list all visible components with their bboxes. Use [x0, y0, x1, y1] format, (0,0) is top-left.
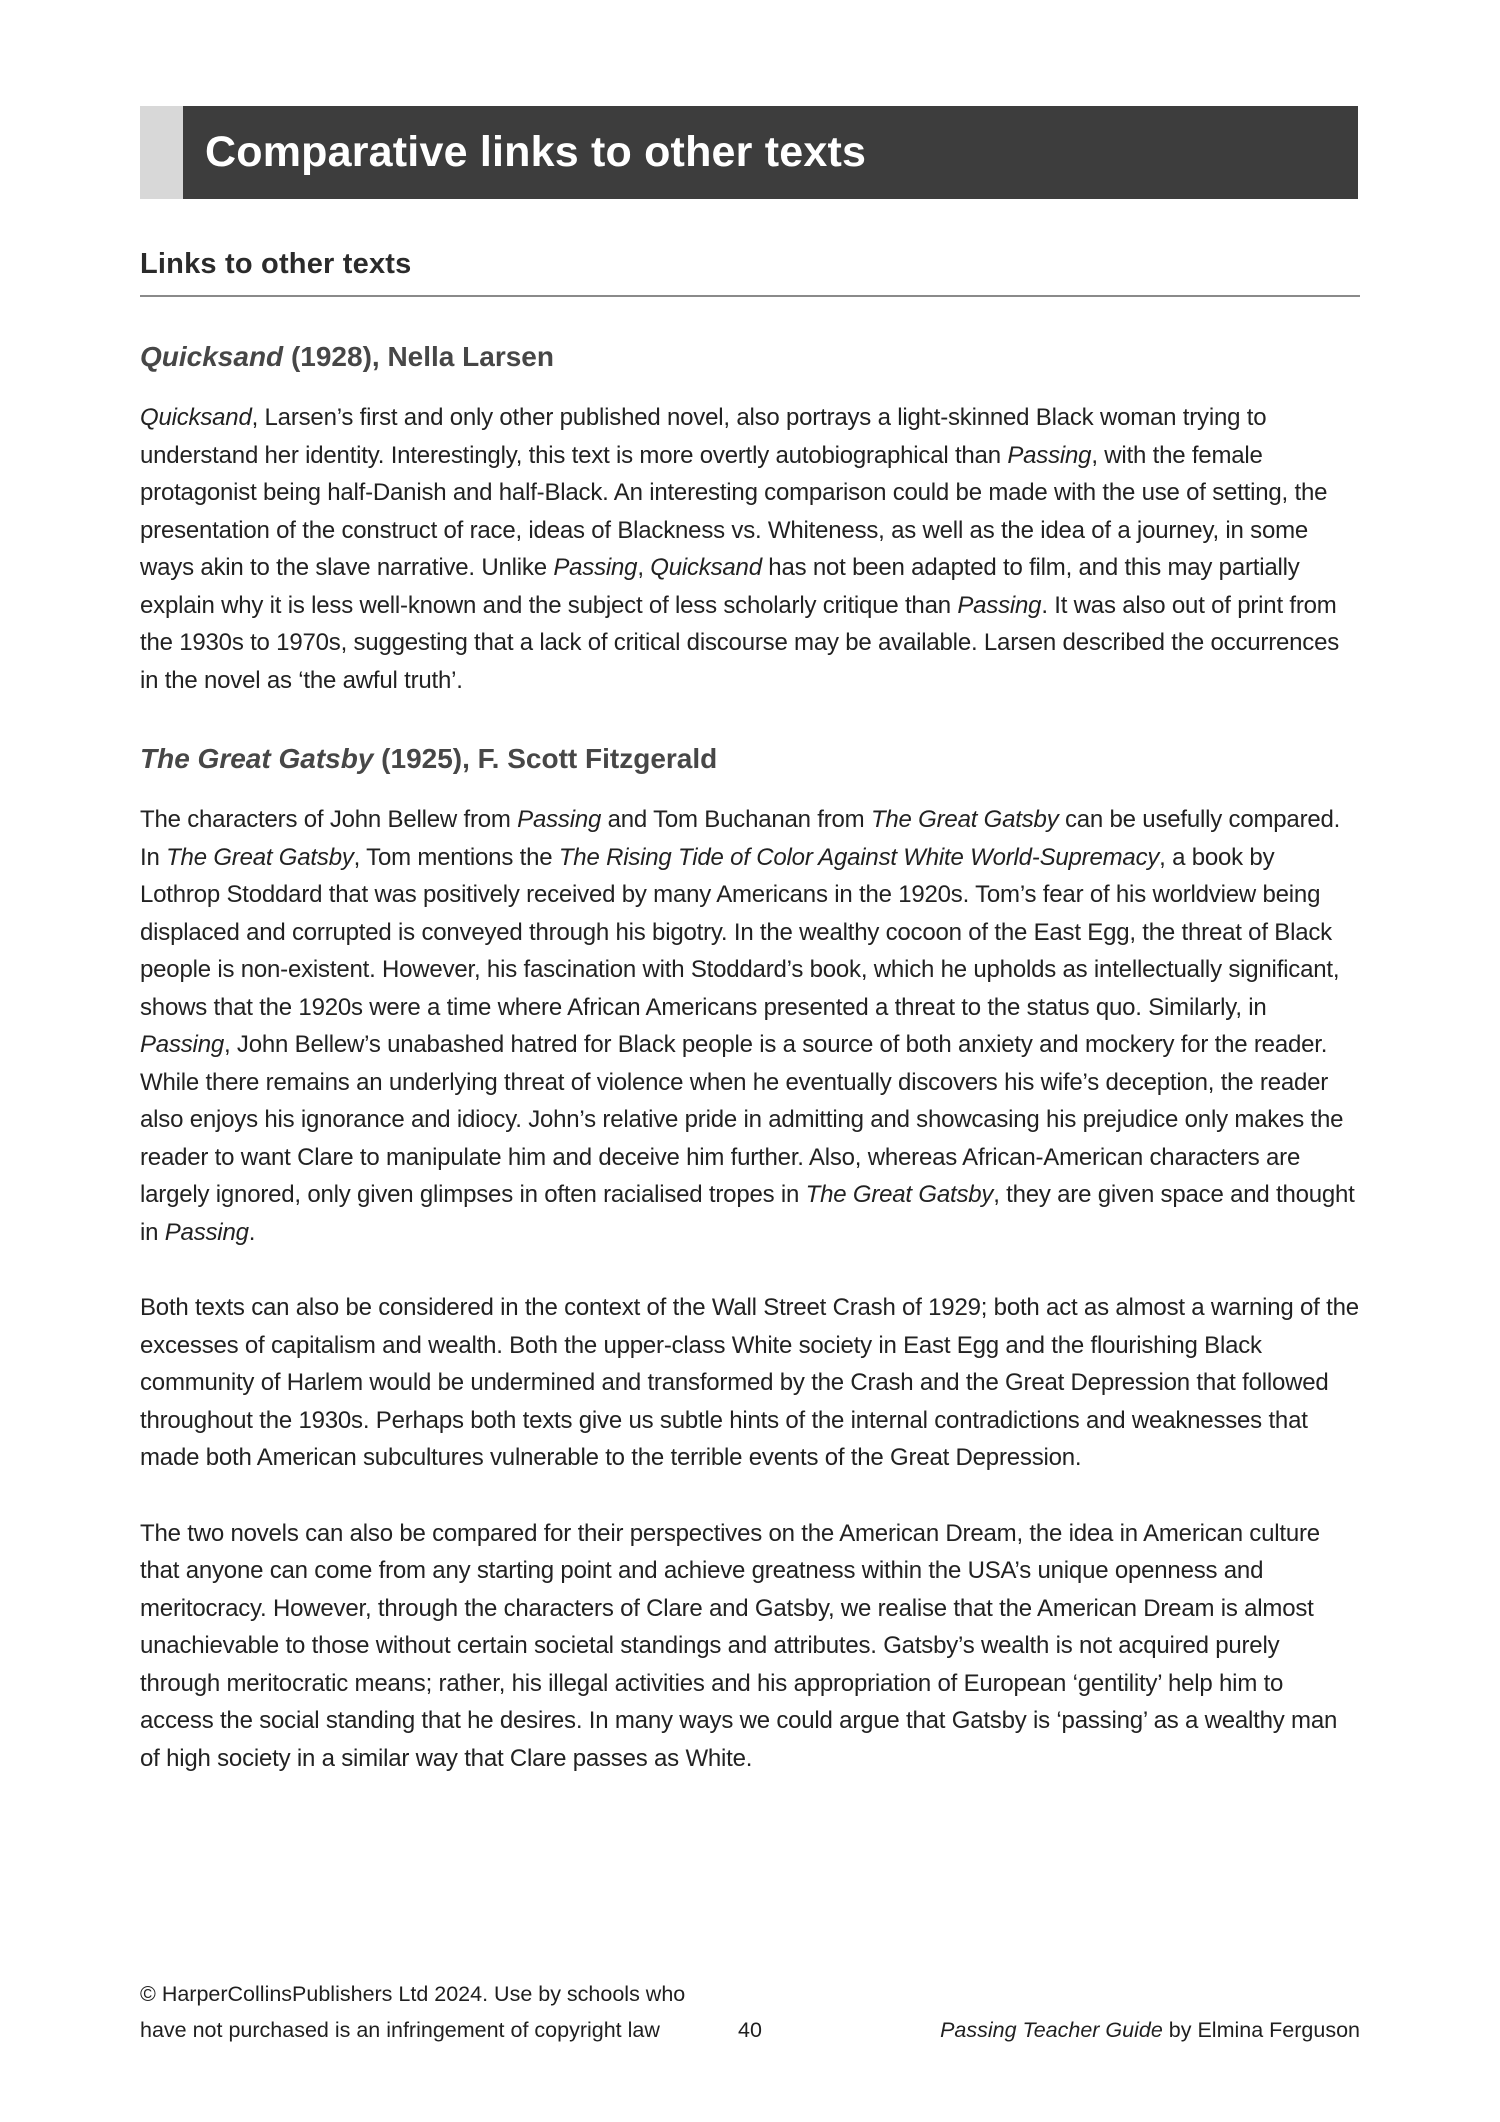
section-quicksand [140, 341, 1360, 699]
gatsby-paragraph-american-dream: The two novels can also be compared for their perspectives on the American Dream, the idea in American culture that anyone can come from any starting point and achieve greatness within the USA’s unique openness and meritocracy. However, through the characters of Clare and Gatsby, we realise that the American Dream is almost unachievable to those without certain societal standings and attributes. Gatsby’s wealth is not acquired purely through meritocratic means; rather, his illegal activities and his appropriation of European ‘gentility’ help him to access the social standing that he desires. In many ways we could argue that Gatsby is ‘passing’ as a wealthy man of high society in a similar way that Clare passes as White. [140, 1519, 1338, 1772]
page-content [140, 199, 1360, 1815]
page-number: 40 [738, 2018, 762, 2042]
page-footer [140, 1976, 1360, 2048]
gatsby-paragraph-wall-street: Both texts can also be considered in the context of the Wall Street Crash of 1929; both act as almost a warning of the excesses of capitalism and wealth. Both the upper-class White society in East Egg and the flourishing Black community of Harlem would be undermined and transformed by the Crash and the Great Depression that followed throughout the 1930s. Perhaps both texts give us subtle hints of the internal contradictions and weaknesses that made both American subcultures vulnerable to the terrible events of the Great Depression. [140, 1294, 1359, 1471]
quicksand-paragraph: Quicksand, Larsen’s first and only other published novel, also portrays a light-skinned Black woman trying to understand her identity. Interestingly, this text is more overtly autobiographical than Passing, with the female protagonist being half-Danish and half-Black. An interesting comparison could be made with the use of setting, the presentation of the construct of race, ideas of Blackness vs. Whiteness, as well as the idea of a journey, in some ways akin to the slave narrative. Unlike Passing, Quicksand has not been adapted to film, and this may partially explain why it is less well-known and the subject of less scholarly critique than Passing. It was also out of print from the 1930s to 1970s, suggesting that a lack of critical discourse may be available. Larsen described the occurrences in the novel as ‘the awful truth’. [140, 404, 1340, 694]
gatsby-paragraph-characters: The characters of John Bellew from Passing and Tom Buchanan from The Great Gatsby can be usefully compared. In The Great Gatsby, Tom mentions the The Rising Tide of Color Against White World-Supremacy, a book by Lothrop Stoddard that was positively received by many Americans in the 1920s. Tom’s fear of his worldview being displaced and corrupted is conveyed through his bigotry. In the wealthy cocoon of the East Egg, the threat of Black people is non-existent. However, his fascination with Stoddard’s book, which he upholds as intellectually significant, shows that the 1920s were a time where African Americans presented a threat to the status quo. Similarly, in Passing, John Bellew’s unabashed hatred for Black people is a source of both anxiety and mockery for the reader. While there remains an underlying threat of violence when he eventually discovers his wife’s deception, the reader also enjoys his ignorance and idiocy. John’s relative pride in admitting and showcasing his prejudice only makes the reader to want Clare to manipulate him and deceive him further. Also, whereas African-American characters are largely ignored, only given glimpses in often racialised tropes in The Great Gatsby, they are given space and thought in Passing. [140, 806, 1355, 1246]
section-heading-quicksand: Quicksand (1928), Nella Larsen [140, 341, 554, 372]
page-heading: Links to other texts [140, 248, 412, 280]
section-heading-gatsby: The Great Gatsby (1925), F. Scott Fitzgerald [140, 743, 718, 774]
book-attribution: Passing Teacher Guide by Elmina Ferguson [940, 2018, 1360, 2042]
copyright-line-2: have not purchased is an infringement of copyright law [140, 2018, 660, 2042]
heading-rule [140, 295, 1360, 297]
section-great-gatsby [140, 743, 1360, 1777]
copyright-line-1: © HarperCollinsPublishers Ltd 2024. Use by schools who [140, 1982, 686, 2006]
banner-side-tab [140, 106, 183, 199]
chapter-title: Comparative links to other texts [205, 128, 867, 176]
banner-bar [183, 106, 1358, 199]
chapter-banner [140, 106, 1358, 199]
copyright-notice [140, 1976, 685, 2048]
